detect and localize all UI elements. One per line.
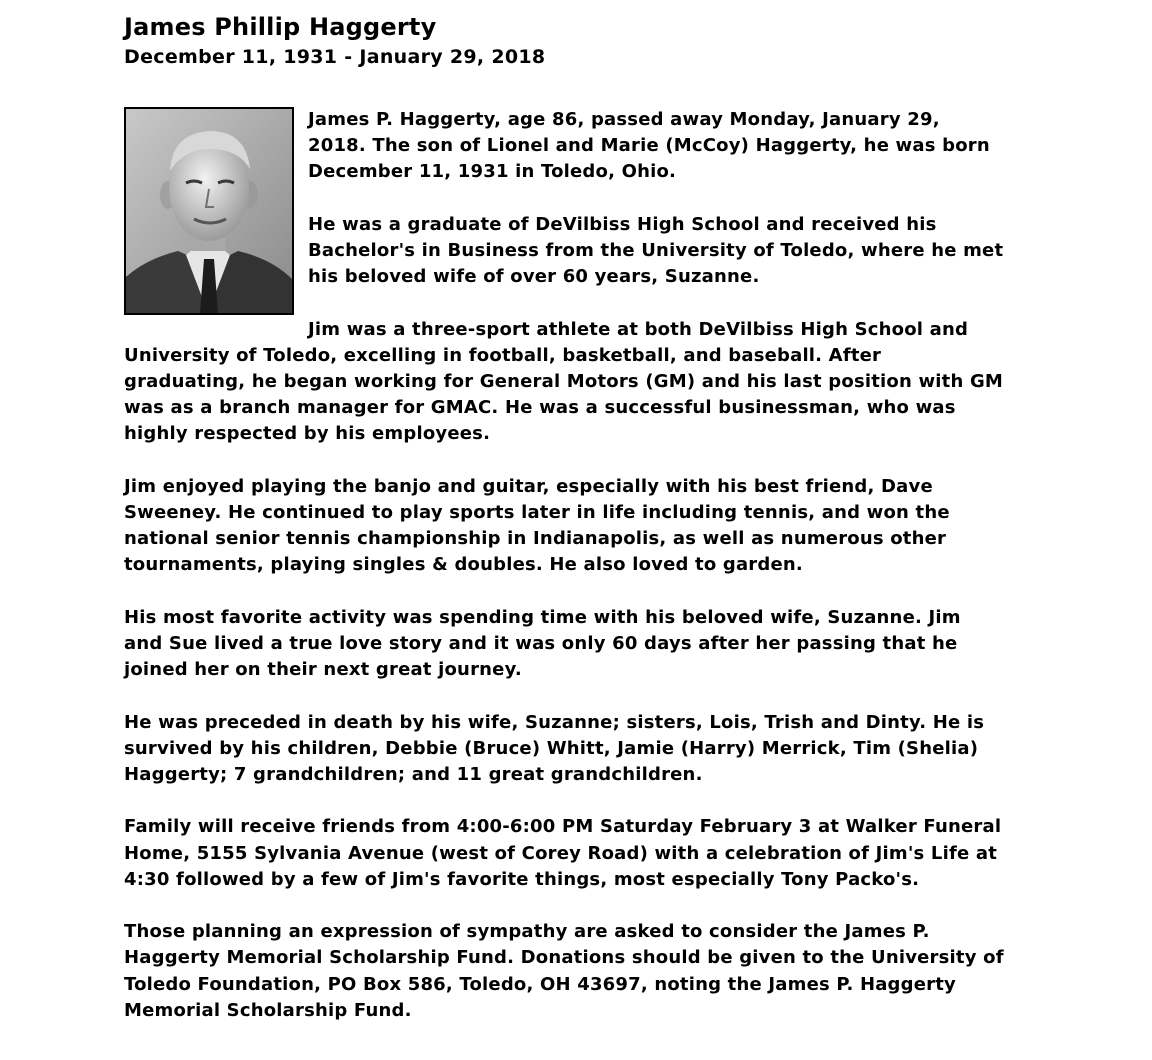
obituary-page bbox=[124, 12, 1004, 1050]
life-dates: December 11, 1931 - January 29, 2018 bbox=[124, 46, 546, 68]
paragraph-career: Jim was a three-sport athlete at both DeVilbiss High School and University of Toledo, excelling in football, basketball, and baseball. After graduating, he began working for General Motors (GM) and his last position with GM was as a branch manager for GMAC. He was a successful businessman, who was highly respected by his employees. bbox=[124, 318, 1004, 445]
deceased-name: James Phillip Haggerty bbox=[124, 13, 437, 41]
paragraph-visitation: Family will receive friends from 4:00-6:00 PM Saturday February 3 at Walker Funeral Home, 5155 Sylvania Avenue (west of Corey Road) with a celebration of Jim's Life at 4:30 followed by a few of Jim's favorite things, most especially Tony Packo's. bbox=[124, 816, 1002, 890]
paragraph-love-story: His most favorite activity was spending time with his beloved wife, Suzanne. Jim and Sue lived a true love story and it was only 60 days after her passing that he joined her on their next great journey. bbox=[124, 606, 961, 681]
paragraph-hobbies: Jim enjoyed playing the banjo and guitar, especially with his best friend, Dave Sweeney. He continued to play sports later in life including tennis, and won the national senior tennis championship in Indianapolis, as well as numerous other tournaments, playing singles & doubles. He also loved to garden. bbox=[124, 475, 950, 576]
paragraph-education: He was a graduate of DeVilbiss High School and received his Bachelor's in Business from the University of Toledo, where he met his beloved wife of over 60 years, Suzanne. bbox=[308, 213, 1004, 288]
paragraph-survivors: He was preceded in death by his wife, Suzanne; sisters, Lois, Trish and Dinty. He is survived by his children, Debbie (Bruce) Whitt, Jamie (Harry) Merrick, Tim (Shelia) Haggerty; 7 grandchildren; and 11 great grandchildren. bbox=[124, 711, 985, 785]
portrait-photo bbox=[124, 107, 294, 315]
paragraph-birth: James P. Haggerty, age 86, passed away Monday, January 29, 2018. The son of Lionel and Marie (McCoy) Haggerty, he was born December 11, 1931 in Toledo, Ohio. bbox=[308, 109, 990, 183]
obituary-body bbox=[124, 107, 1004, 1024]
paragraph-memorial-fund: Those planning an expression of sympathy are asked to consider the James P. Haggerty Memorial Scholarship Fund. Donations should be given to the University of Toledo Foundation, PO Box 586, Toledo, OH 43697, noting the James P. Haggerty Memorial Scholarship Fund. bbox=[124, 921, 1004, 1021]
